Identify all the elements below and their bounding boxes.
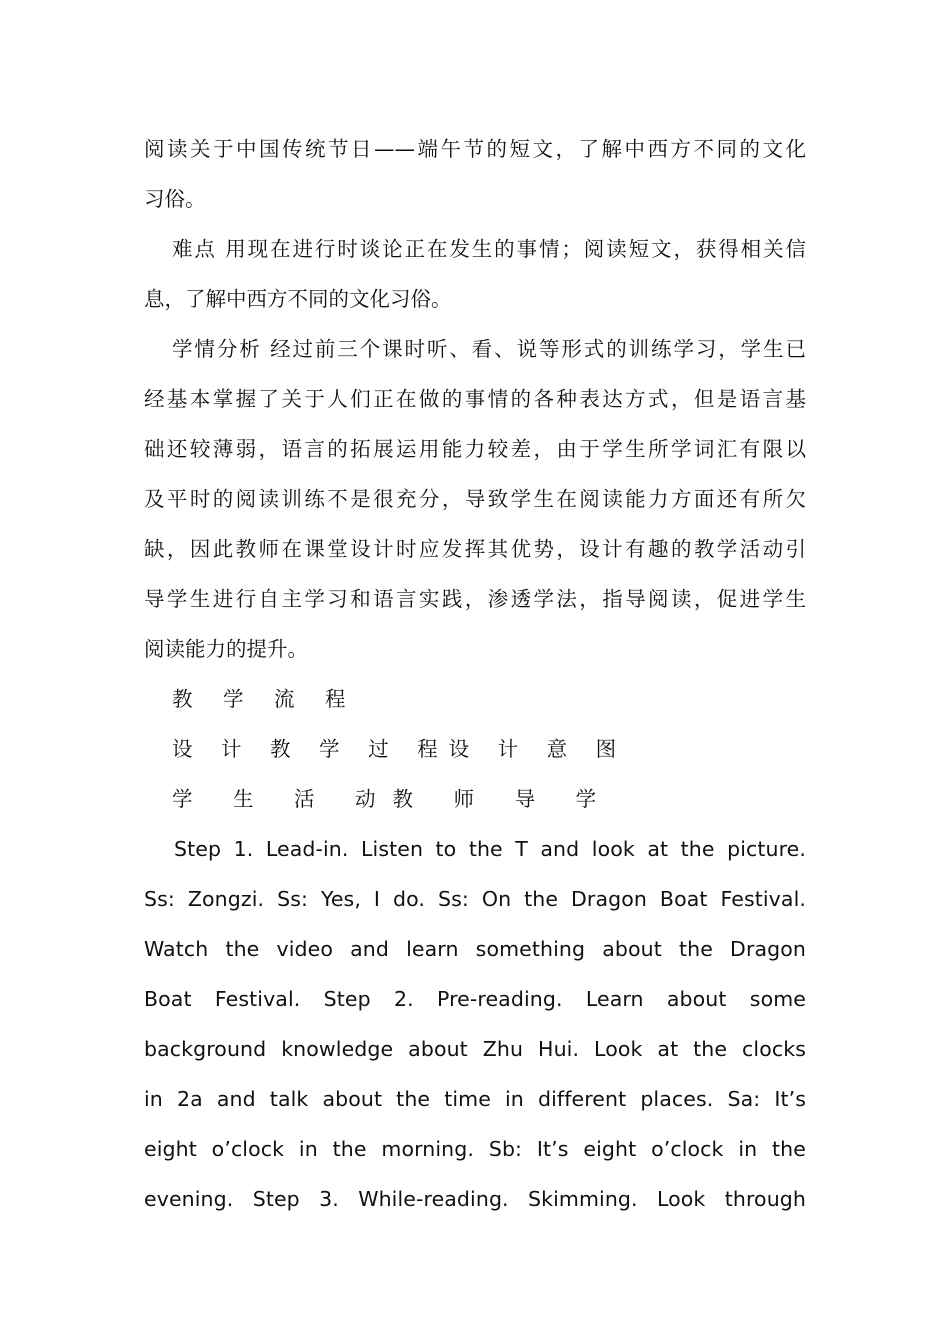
paragraph-line: 息，了解中西方不同的文化习俗。 (144, 287, 452, 311)
paragraph-line: 阅读关于中国传统节日——端午节的短文，了解中西方不同的文化 (144, 137, 806, 161)
paragraph-line: Step 1. Lead-in. Listen to the T and look at the picture. (174, 837, 806, 861)
section-heading: 教 学 流 程 (172, 687, 358, 711)
paragraph-line: Ss: Zongzi. Ss: Yes, I do. Ss: On the Dragon Boat Festival. (144, 887, 806, 911)
paragraph-line: 阅读能力的提升。 (144, 637, 308, 661)
paragraph-line: eight o’clock in the morning. Sb: It’s eight o’clock in the (144, 1137, 806, 1161)
paragraph-line: 础还较薄弱，语言的拓展运用能力较差，由于学生所学词汇有限以 (144, 437, 806, 461)
paragraph-line: 导学生进行自主学习和语言实践，渗透学法，指导阅读，促进学生 (144, 587, 806, 611)
paragraph-line: background knowledge about Zhu Hui. Look at the clocks (144, 1037, 806, 1061)
paragraph-line: 习俗。 (144, 187, 206, 211)
document-page (144, 124, 806, 1224)
table-header-line: 学 生 活 动教 师 导 学 (172, 787, 614, 811)
paragraph-line: 经基本掌握了关于人们正在做的事情的各种表达方式，但是语言基 (144, 387, 806, 411)
paragraph-line: Watch the video and learn something about the Dragon (144, 937, 806, 961)
paragraph-line: Boat Festival. Step 2. Pre-reading. Learn about some (144, 987, 806, 1011)
paragraph-line: 及平时的阅读训练不是很充分，导致学生在阅读能力方面还有所欠 (144, 487, 806, 511)
paragraph-line: in 2a and talk about the time in different places. Sa: It’s (144, 1087, 806, 1111)
paragraph-line: 难点 用现在进行时谈论正在发生的事情；阅读短文，获得相关信 (172, 237, 806, 261)
table-header-line: 设 计 教 学 过 程设 计 意 图 (172, 737, 628, 761)
paragraph-line: evening. Step 3. While-reading. Skimming. Look through (144, 1187, 806, 1211)
paragraph-line: 缺，因此教师在课堂设计时应发挥其优势，设计有趣的教学活动引 (144, 537, 806, 561)
paragraph-line: 学情分析 经过前三个课时听、看、说等形式的训练学习，学生已 (172, 337, 806, 361)
